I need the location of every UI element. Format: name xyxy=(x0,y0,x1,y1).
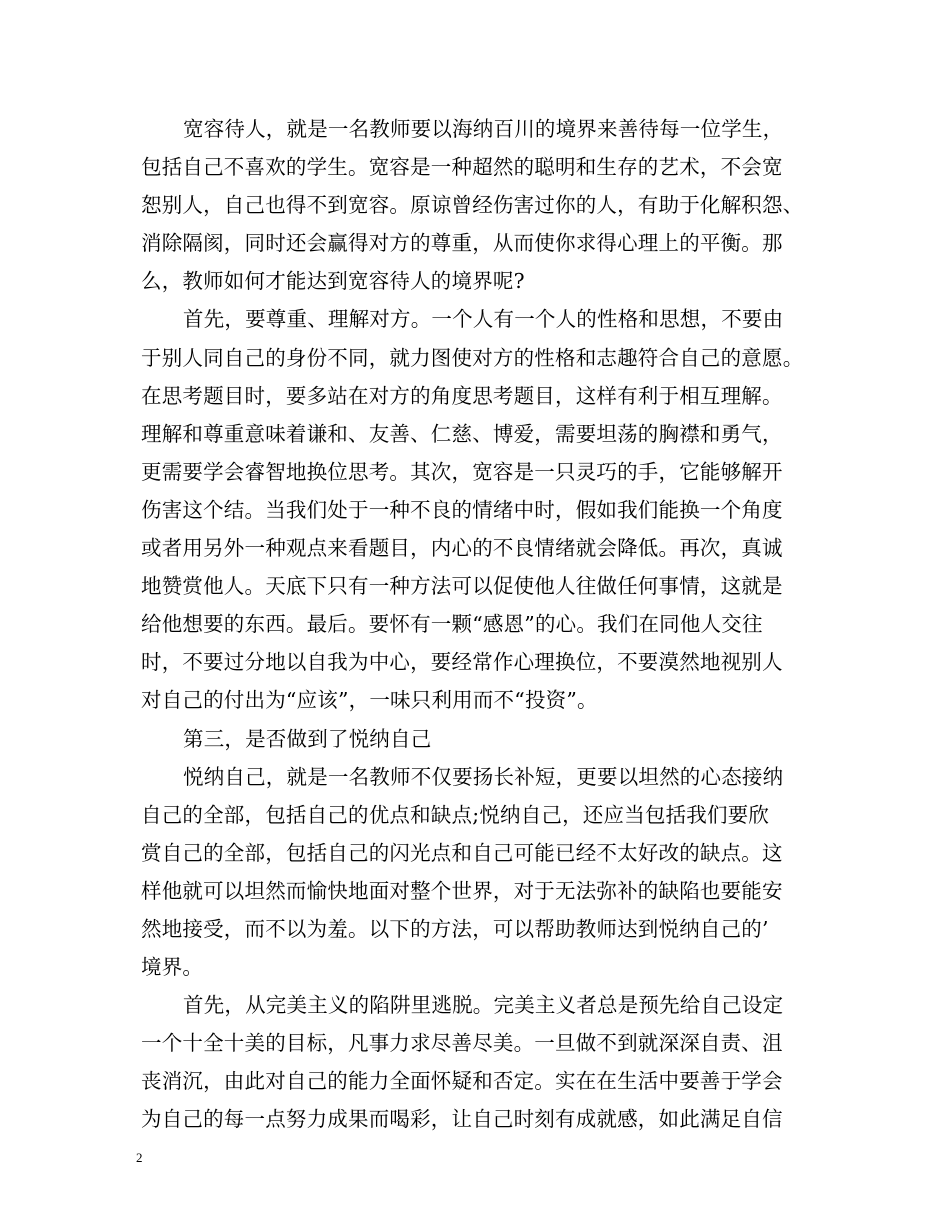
paragraph-line: 理解和尊重意味着谦和、友善、仁慈、博爱，需要坦荡的胸襟和勇气， xyxy=(141,421,783,446)
paragraph-line: 包括自己不喜欢的学生。宽容是一种超然的聪明和生存的艺术，不会宽 xyxy=(141,155,783,180)
paragraph-line: 么，教师如何才能达到宽容待人的境界呢? xyxy=(141,269,525,294)
body-text xyxy=(141,110,821,1139)
paragraph-line: 境界。 xyxy=(141,955,204,980)
paragraph-line: 首先，要尊重、理解对方。一个人有一个人的性格和思想，不要由 xyxy=(183,307,784,332)
paragraph-line: 伤害这个结。当我们处于一种不良的情绪中时，假如我们能换一个角度 xyxy=(141,497,783,522)
paragraph-line: 样他就可以坦然而愉快地面对整个世界，对于无法弥补的缺陷也要能安 xyxy=(141,878,783,903)
paragraph-line: 为自己的每一点努力成果而喝彩，让自己时刻有成就感，如此满足自信 xyxy=(141,1107,783,1132)
paragraph-line: 然地接受，而不以为羞。以下的方法，可以帮助教师达到悦纳自己的’ xyxy=(141,916,769,941)
paragraph-line: 或者用另外一种观点来看题目，内心的不良情绪就会降低。再次，真诚 xyxy=(141,536,783,561)
paragraph-line: 时，不要过分地以自我为中心，要经常作心理换位，不要漠然地视别人 xyxy=(141,650,783,675)
paragraph-line: 在思考题目时，要多站在对方的角度思考题目，这样有利于相互理解。 xyxy=(141,383,783,408)
paragraph-line: 悦纳自己，就是一名教师不仅要扬长补短，更要以坦然的心态接纳 xyxy=(183,764,784,789)
page-number: 2 xyxy=(136,1150,143,1165)
paragraph-line: 地赞赏他人。天底下只有一种方法可以促使他人往做任何事情，这就是 xyxy=(141,574,783,599)
paragraph-line: 自己的全部，包括自己的优点和缺点;悦纳自己，还应当包括我们要欣 xyxy=(141,802,770,827)
paragraph-line: 给他想要的东西。最后。要怀有一颗“感恩”的心。我们在同他人交往 xyxy=(141,612,763,637)
section-heading: 第三，是否做到了悦纳自己 xyxy=(183,726,432,751)
paragraph-line: 宽容待人，就是一名教师要以海纳百川的境界来善待每一位学生， xyxy=(183,117,784,141)
paragraph-line: 对自己的付出为“应该”，一味只利用而不“投资”。 xyxy=(141,688,598,713)
paragraph-line: 于别人同自己的身份不同，就力图使对方的性格和志趣符合自己的意愿。 xyxy=(141,345,804,370)
paragraph-line: 丧消沉，由此对自己的能力全面怀疑和否定。实在在生活中要善于学会 xyxy=(141,1069,783,1094)
paragraph-line: 消除隔阂，同时还会赢得对方的尊重，从而使你求得心理上的平衡。那 xyxy=(141,231,783,256)
paragraph-line: 更需要学会睿智地换位思考。其次，宽容是一只灵巧的手，它能够解开 xyxy=(141,459,783,484)
paragraph-line: 恕别人，自己也得不到宽容。原谅曾经伤害过你的人，有助于化解积怨、 xyxy=(141,193,804,218)
paragraph-line: 赏自己的全部，包括自己的闪光点和自己可能已经不太好改的缺点。这 xyxy=(141,840,783,865)
paragraph-line: 一个十全十美的目标，凡事力求尽善尽美。一旦做不到就深深自责、沮 xyxy=(141,1031,783,1056)
paragraph-line: 首先，从完美主义的陷阱里逃脱。完美主义者总是预先给自己设定 xyxy=(183,993,784,1018)
